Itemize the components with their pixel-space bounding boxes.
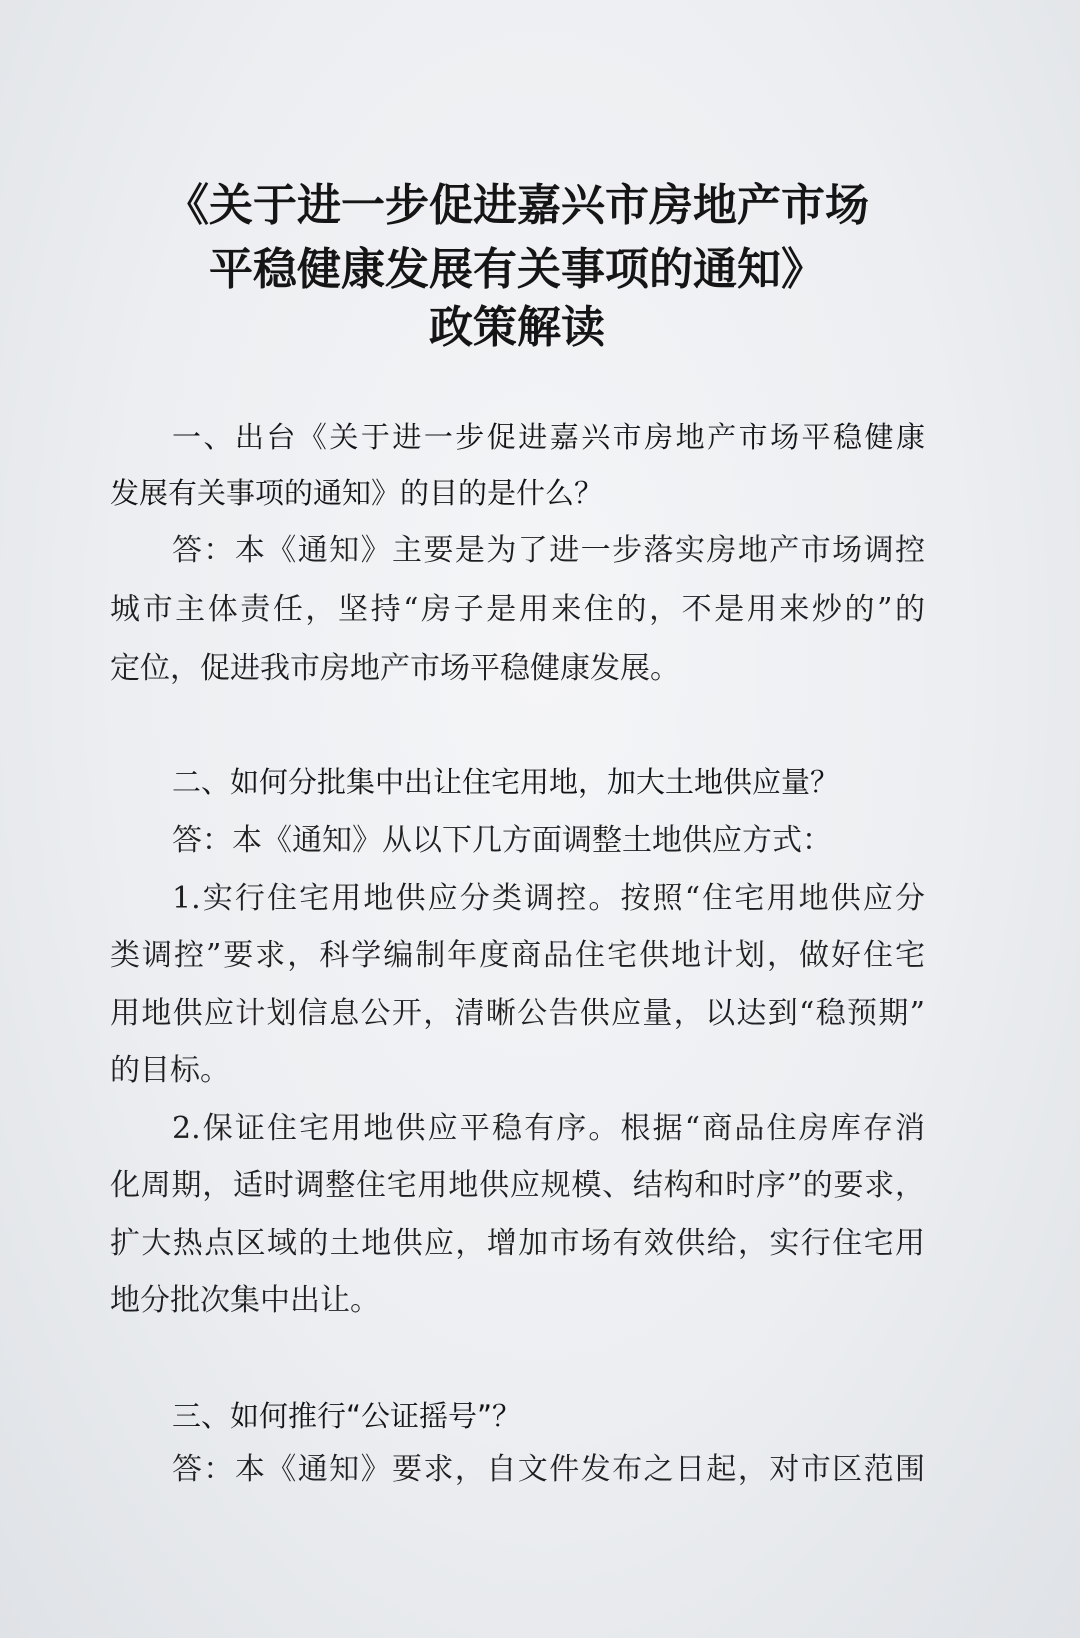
section-1-answer: 答：本《通知》主要是为了进一步落实房地产市场调控: [172, 533, 925, 568]
section-2-item-1: 1.实行住宅用地供应分类调控。按照“住宅用地供应分: [172, 881, 925, 916]
section-3-heading: 三、如何推行“公证摇号”？: [172, 1399, 522, 1433]
section-3-answer: 答：本《通知》要求，自文件发布之日起，对市区范围: [172, 1452, 925, 1487]
section-2-line: 的目标。: [110, 1053, 230, 1088]
document-subtitle: 政策解读: [429, 302, 605, 353]
section-2-answer: 答：本《通知》从以下几方面调整土地供应方式：: [172, 823, 832, 858]
section-2-line: 扩大热点区域的土地供应，增加市场有效供给，实行住宅用: [110, 1226, 925, 1261]
section-1-heading: 一、出台《关于进一步促进嘉兴市房地产市场平稳健康: [172, 420, 925, 454]
section-2-item-2: 2.保证住宅用地供应平稳有序。根据“商品住房库存消: [172, 1111, 925, 1146]
section-2-line: 化周期，适时调整住宅用地供应规模、结构和时序”的要求，: [110, 1168, 925, 1203]
section-1-answer-line: 定位，促进我市房地产市场平稳健康发展。: [110, 651, 680, 686]
document-title-line-1: 《关于进一步促进嘉兴市房地产市场: [165, 180, 869, 231]
section-2-heading: 二、如何分批集中出让住宅用地，加大土地供应量？: [172, 765, 840, 799]
section-1-heading-cont: 发展有关事项的通知》的目的是什么？: [110, 476, 604, 510]
section-2-line: 用地供应计划信息公开，清晰公告供应量，以达到“稳预期”: [110, 996, 925, 1031]
section-2-line: 地分批次集中出让。: [110, 1283, 380, 1318]
section-1-answer-line: 城市主体责任，坚持“房子是用来住的，不是用来炒的”的: [110, 592, 925, 627]
document-title-line-2: 平稳健康发展有关事项的通知》: [209, 244, 825, 295]
section-2-line: 类调控”要求，科学编制年度商品住宅供地计划，做好住宅: [110, 938, 925, 973]
